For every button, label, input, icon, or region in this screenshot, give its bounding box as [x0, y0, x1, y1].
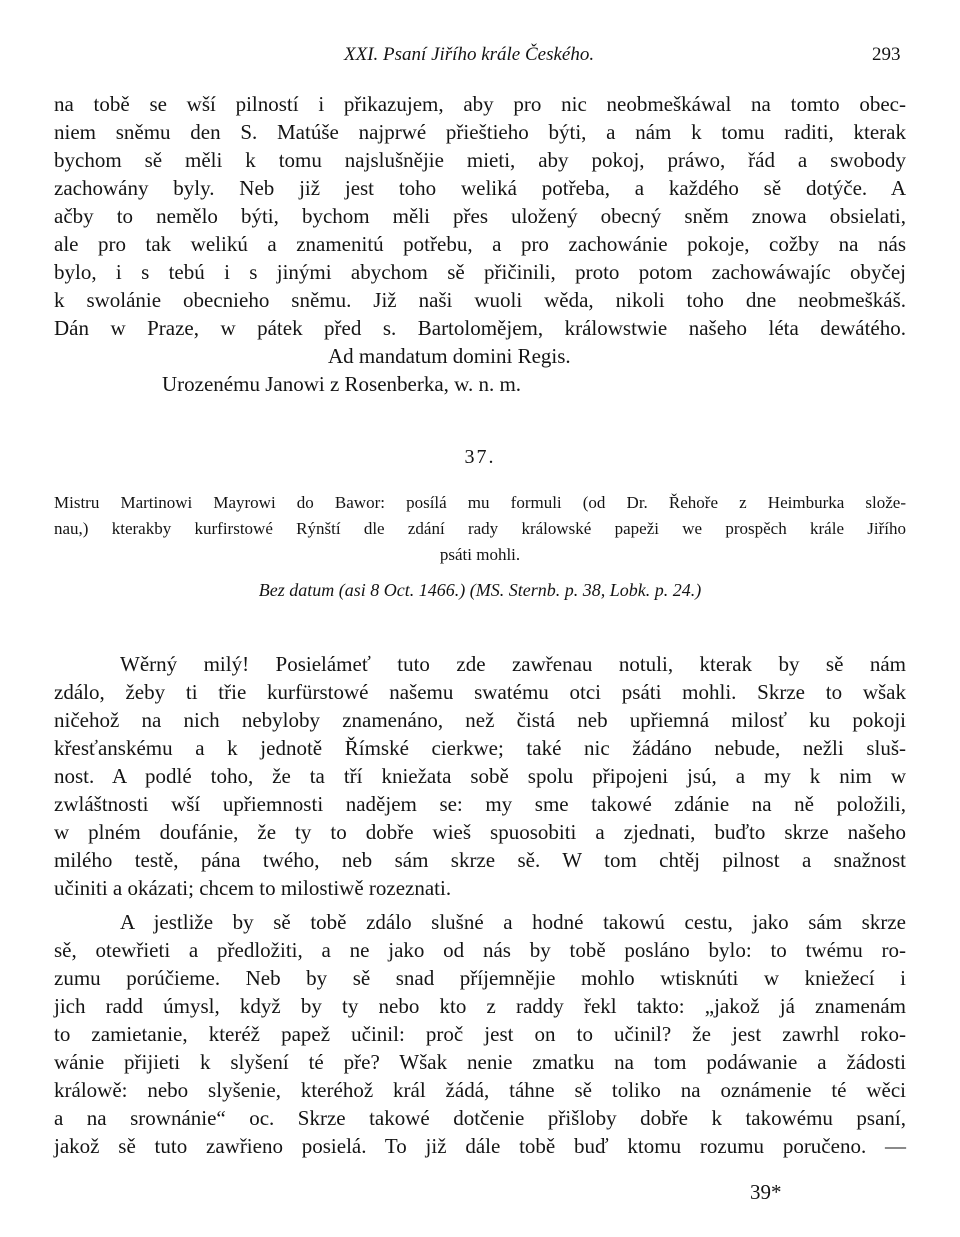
text-line: jich radd úmysl, když by ty nebo kto z raddy řekl takto: „jakož já znamenám — [54, 994, 906, 1018]
text-line: to zamietanie, kteréž papež učinil: proč jest on to učinil? že jest zawrhl roko- — [54, 1022, 906, 1046]
summary-line: psáti mohli. — [439, 545, 521, 564]
text-line: křesťanskému a k jednotě Římské cierkwe; také nic žádáno nebude, nežli sluš- — [54, 736, 906, 760]
text-line: učiniti a okázati; chcem to milostiwě rozeznati. — [54, 876, 452, 900]
text-line: sě, otewřieti a předložiti, a ne jako od nás by tobě posláno bylo: to twému ro- — [54, 938, 906, 962]
signature-mark: 39* — [750, 1180, 782, 1204]
page-number: 293 — [872, 44, 901, 65]
text-line: zwláštnosti wší upřiemnosti nadějem se: my sme takowé zdánie na ně položili, — [54, 792, 906, 816]
text-line: ničehož na nich nebyloby znamenáno, než čistá neb upřiemná milosť ku pokoji — [54, 708, 906, 732]
text-line: w plném doufánie, že ty to dobře wieš spuosobiti a zjednati, buďto skrze našeho — [54, 820, 906, 844]
text-line: nost. A podlé toho, že ta tří kniežata sobě spolu připojeni jsú, a my k nim w — [54, 764, 906, 788]
summary-line: Mistru Martinowi Mayrowi do Bawor: posílá mu formuli (od Dr. Řehoře z Heimburka slože- — [54, 493, 906, 512]
text-line: Dán w Praze, w pátek před s. Bartoloměјem, králowstwie našeho léta dewátého. — [54, 316, 906, 340]
summary-line: nau,) kterakby kurfirstowé Rýnští dle zdání rady králowské papeži we prospěch krále Jiřího — [54, 519, 906, 538]
text-line: jakož sě tuto zawřieno posielá. To již dále tobě buď ktomu rozumu poručeno. — — [54, 1134, 906, 1158]
ad-mandatum-line: Ad mandatum domini Regis. — [328, 344, 571, 368]
text-line: bylo, i s tebú i s jinými abychom sě přičinili, proto potom zachowáwajíc obyčej — [54, 260, 906, 284]
text-line: ale pro tak welikú a znamenitú potřebu, a pro zachowánie pokoje, cožby na nás — [54, 232, 906, 256]
source-note: Bez datum (asi 8 Oct. 1466.) (MS. Sternb. p. 38, Lobk. p. 24.) — [258, 580, 702, 600]
text-line: zumu porúčieme. Neb by sě snad příjemnějie mohlo wtisknúti w kniežecí i — [54, 966, 906, 990]
running-title: XXI. Psaní Jiřího krále Českého. — [344, 44, 595, 65]
text-line: A jestliže by sě tobě zdálo slušné a hodné takowú cestu, jako sám skrze — [120, 910, 906, 934]
text-line: wánie přijieti k slyšení té pře? Wšak nenie zmatku na tom podáwanie a žádosti — [54, 1050, 906, 1074]
text-line: králowě: nebo slyšenie, kteréhož král žádá, táhne sě toliko na oznámenie té wěci — [54, 1078, 906, 1102]
text-line: milého testě, pána twého, neb sám skrze sě. W tom chtěj pilnost a snažnost — [54, 848, 906, 872]
text-line: zachowány byly. Neb již jest toho weliká potřeba, a každého sě dotýče. A — [54, 176, 906, 200]
text-line: niem sněmu den S. Matúše najprwé přieštieho býti, a nám k tomu raditi, kterak — [54, 120, 906, 144]
text-line: a na srownánie“ oc. Skrze takowé dotčenie přišloby dobře k takowému psaní, — [54, 1106, 906, 1130]
text-line: k swolánie obecnieho sněmu. Již naši wuoli wěda, nikoli toho dne neobmeškáš. — [54, 288, 906, 312]
text-line: Wěrný milý! Posielámeť tuto zde zawřenau notuli, kterak by sě nám — [120, 652, 906, 676]
running-head — [0, 44, 960, 72]
document-number: 37. — [464, 446, 496, 468]
text-line: zdálo, žeby ti třie kurfürstowé našemu swatému otci psáti mohli. Skrze to wšak — [54, 680, 906, 704]
address-line: Urozenému Janowi z Rosenberka, w. n. m. — [162, 372, 522, 396]
text-line: ačby to nemělo býti, bychom měli přes uložený obecný sněm znowa obsielati, — [54, 204, 906, 228]
text-line: na tobě se wší pilností i přikazujem, aby pro nic neobmeškáwal na tomto obec- — [54, 92, 906, 116]
text-line: bychom sě měli k tomu najslušněјie mieti, aby pokoj, práwo, řád a swobody — [54, 148, 906, 172]
